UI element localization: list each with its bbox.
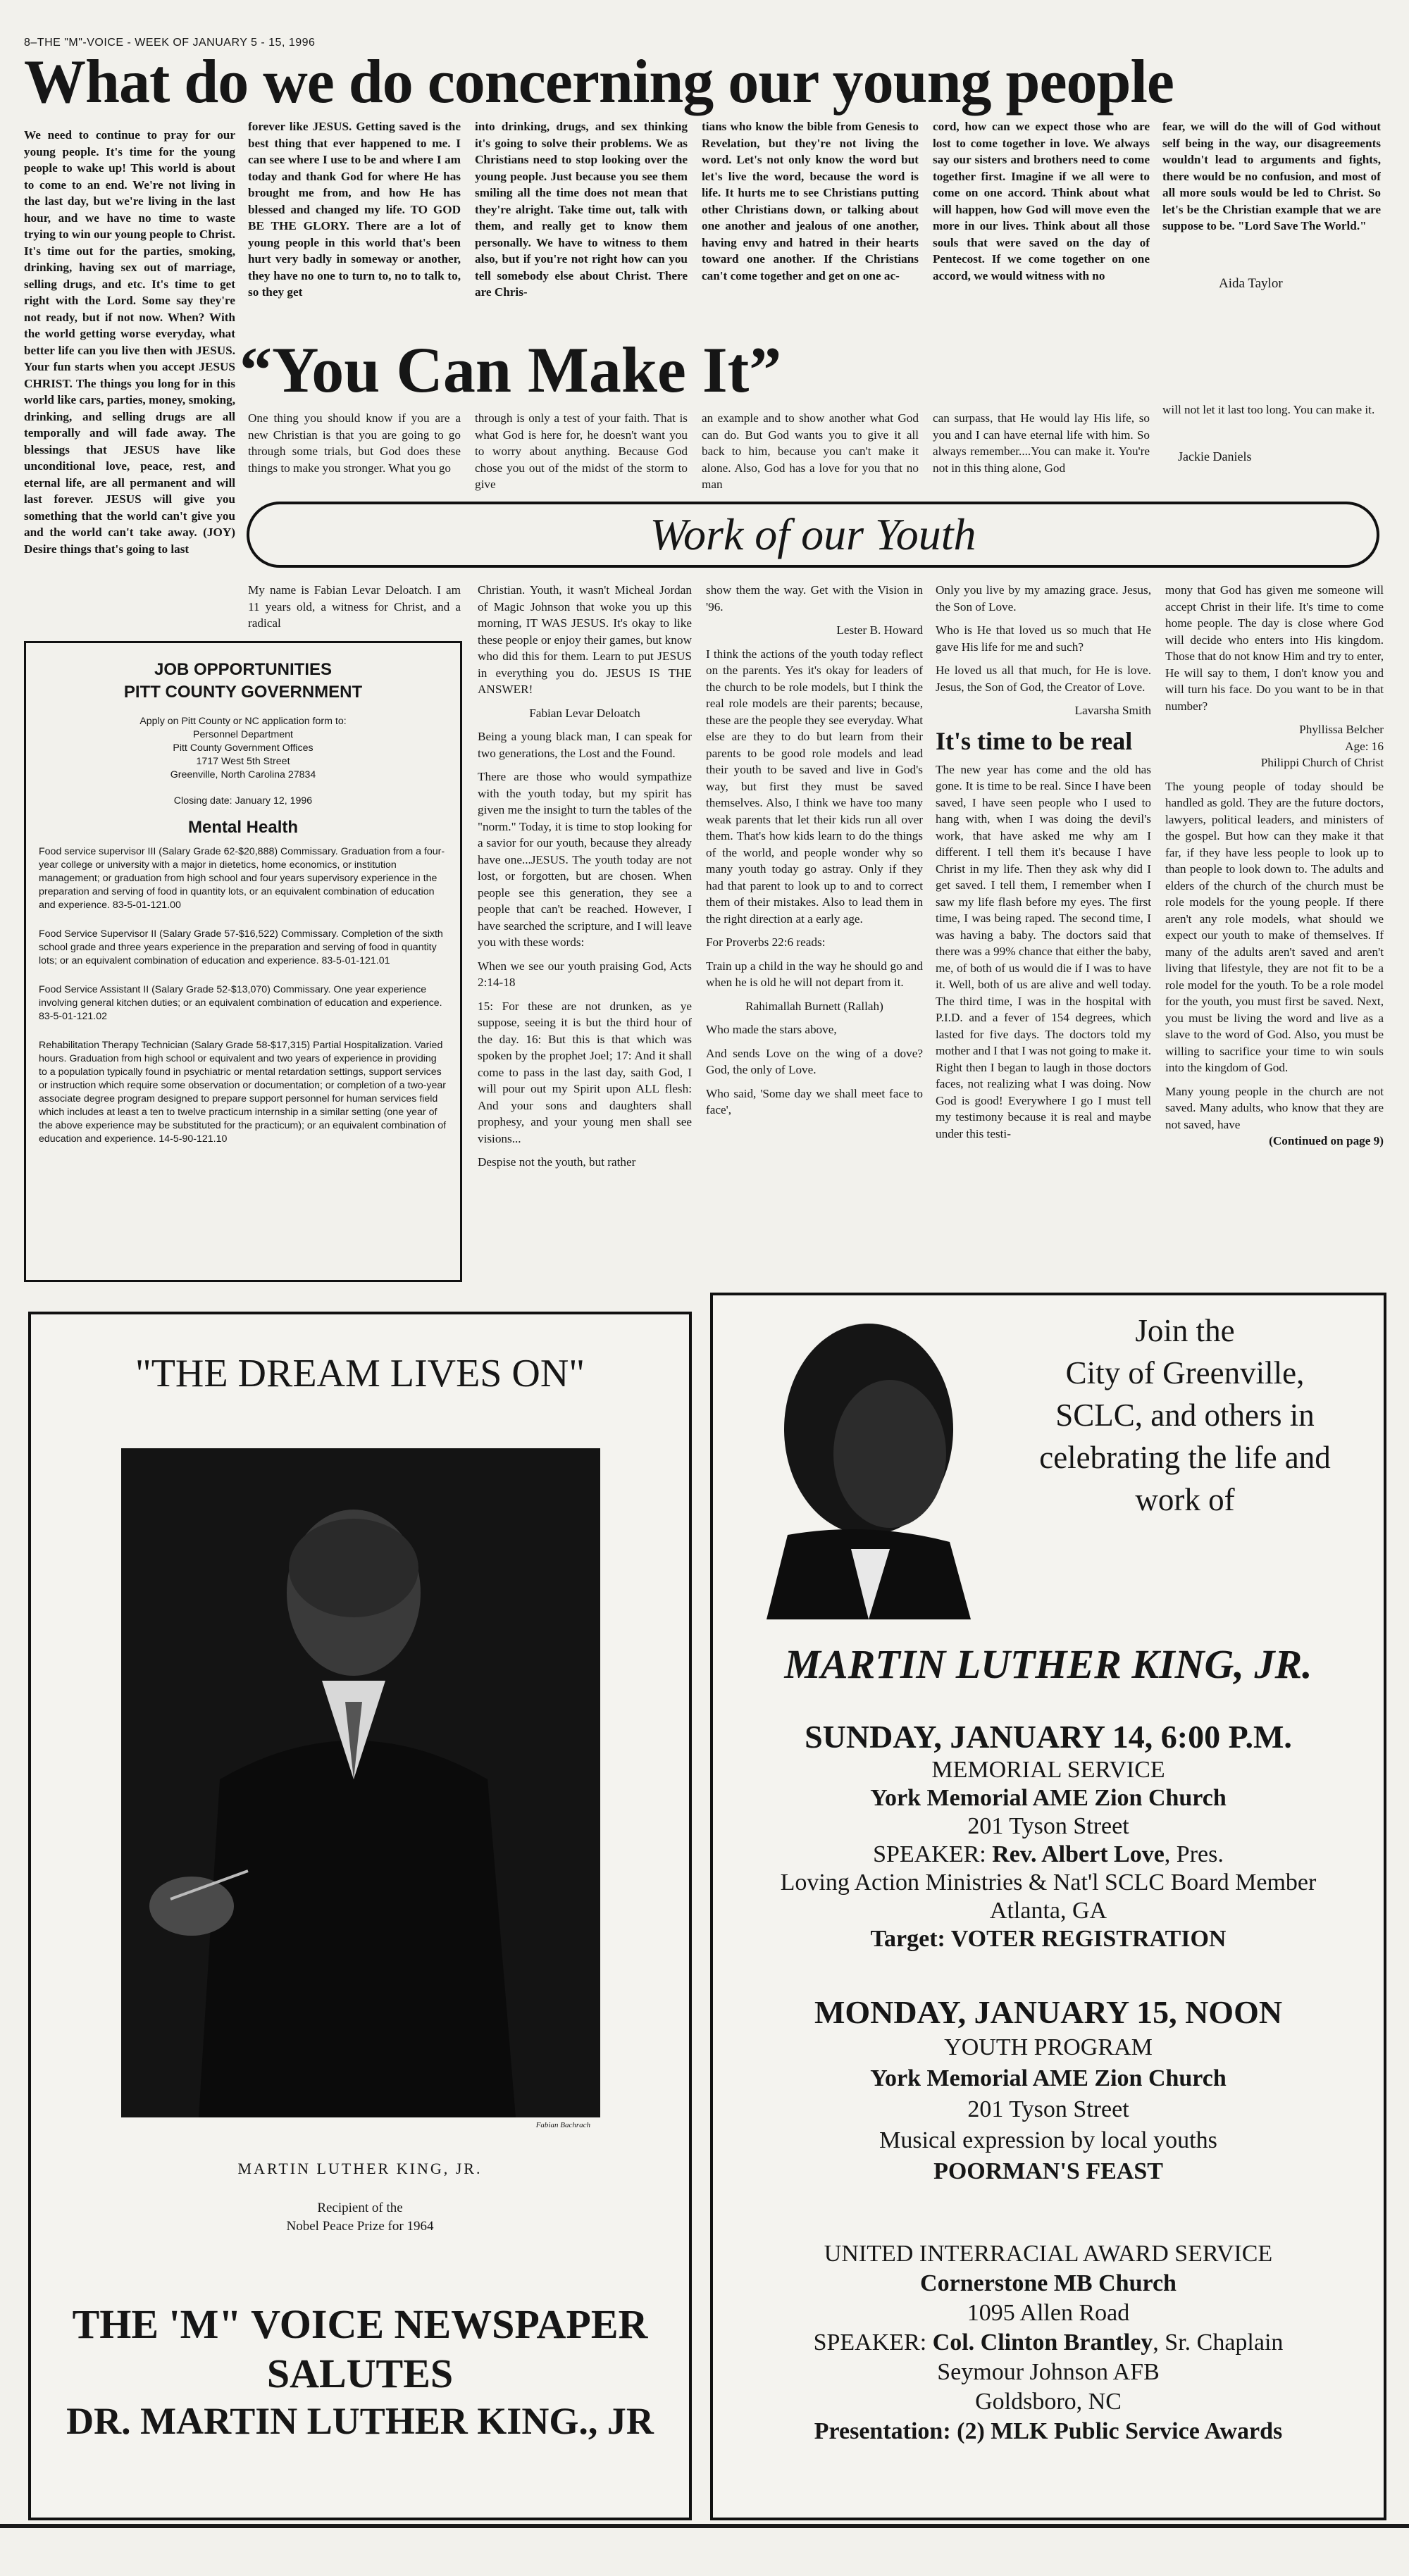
- event2-type: YOUTH PROGRAM: [944, 2034, 1153, 2060]
- job-section-heading: Mental Health: [187, 818, 299, 837]
- event3-presentation: Presentation: (2) MLK Public Service Awards: [814, 2418, 1283, 2444]
- honoree-name: MARTIN LUTHER KING, JR.: [784, 1641, 1312, 1687]
- event1-speaker: [713, 1841, 1384, 1869]
- youth-col-3: [478, 582, 692, 1300]
- job-apply-line: Pitt County Government Offices: [173, 742, 314, 754]
- intro-line: City of Greenville,: [1065, 1355, 1305, 1390]
- article1-col-4: tians who know the bible from Genesis to Revelation, but they're not living the word. Let's not only know the word but let's live the word, because the word is life. It hurts me to see Christians putting other Christians down, or talking about one another and jealous of one another, having envy and hatred in their hearts toward one another. If the Christians can't come together and get on one ac-: [702, 120, 919, 282]
- event1-target: Target: VOTER REGISTRATION: [870, 1926, 1227, 1952]
- youth-signature: Rahimallah Burnett (Rallah): [745, 999, 883, 1013]
- youth-col3-para: When we see our youth praising God, Acts 2:14-18: [478, 959, 692, 989]
- event2-address: 201 Tyson Street: [967, 2096, 1129, 2122]
- article-headline: What do we do concerning our young people: [24, 48, 1174, 116]
- youth-col3-para: Despise not the youth, but rather: [478, 1155, 636, 1169]
- article2-col-2: through is only a test of your faith. That is what God is here for, he doesn't want you to worry about anything. Because God chose you out of the midst of the storm to give: [475, 411, 688, 491]
- speaker-name: Col. Clinton Brantley: [932, 2329, 1153, 2356]
- youth-col4-para: show them the way. Get with the Vision in '96.: [706, 583, 923, 614]
- mlk-portrait-photo: [121, 1448, 600, 2117]
- job-apply-line: Personnel Department: [193, 729, 293, 740]
- speaker-title: , Pres.: [1164, 1841, 1224, 1867]
- event1-address: 201 Tyson Street: [967, 1813, 1129, 1839]
- youth-signature: Phyllissa Belcher: [1299, 723, 1384, 736]
- youth-signature: Lester B. Howard: [836, 623, 923, 637]
- speaker-name: Rev. Albert Love: [992, 1841, 1165, 1867]
- article1-col-3: into drinking, drugs, and sex thinking it's going to solve their problems. We as Christians need to stop looking over the young people. Just because you see them smiling all the time does not mean that they're alright. Take time out, talk with them, and really get to know them personally. We have to witness to them also, but if you're not right how can you tell somebody else about Christ. There are Chris-: [475, 120, 688, 299]
- event1-org: Loving Action Ministries & Nat'l SCLC Board Member: [780, 1869, 1317, 1896]
- youth-col4-para: For Proverbs 22:6 reads:: [706, 935, 826, 949]
- job-listing: Rehabilitation Therapy Technician (Salary Grade 58-$17,315) Partial Hospitalization. Varied hours. Graduation from high school or equivalent and two years of experience in providing to a population typically found in psychiatric or mental retardation settings, support services or instruction which require some observation or documentation; or completion of a two-year associate degree program designed to prepare support personnel for human services field which includes at least a ten to twelve practicum internship in a similar setting (one year of the above experience may be substituted for the practicum); or an equivalent combination of education and experience. 14-5-90-121.10: [39, 1040, 447, 1145]
- section-heading: It's time to be real: [936, 726, 1133, 755]
- salute-line: THE 'M" VOICE NEWSPAPER: [72, 2301, 648, 2347]
- youth-col4-para: Who made the stars above,: [706, 1023, 837, 1036]
- youth-col3-para: Being a young black man, I can speak for two generations, the Lost and the Found.: [478, 730, 692, 760]
- event1-date: SUNDAY, JANUARY 14, 6:00 P.M.: [805, 1719, 1292, 1755]
- youth-col-2: My name is Fabian Levar Deloatch. I am 11 years old, a witness for Christ, and a radical: [248, 583, 461, 630]
- youth-col5-para: He loved us all that much, for He is love. Jesus, the Son of God, the Creator of Love.: [936, 664, 1151, 694]
- article2-signature: Jackie Daniels: [1178, 449, 1252, 463]
- mlk-profile-icon: [738, 1309, 992, 1619]
- event2-feast: POORMAN'S FEAST: [933, 2158, 1163, 2184]
- event1-city: Atlanta, GA: [989, 1898, 1107, 1924]
- article2-headline: “You Can Make It”: [240, 334, 782, 406]
- work-of-our-youth-banner: Work of our Youth: [247, 502, 1379, 568]
- youth-col3-para: There are those who would sympathize with the youth today, but my spirit has given me the insight to turn the tables of the "norm." Today, it is time to stop looking for a savior for our youth, because they already have one...JESUS. The youth today are not lost, or forgotten, but are chosen. When people see this generation, they see a people that can't be reached. However, I have searched the scripture, and I will leave you with these words:: [478, 770, 692, 949]
- youth-col4-para: Train up a child in the way he should go and when he is old he will not depart from it.: [706, 959, 923, 989]
- article2-col-4: can surpass, that He would lay His life, so you and I can have eternal life with him. So always remember....You can make it. You're not in this thing alone, God: [933, 411, 1150, 475]
- youth-col-5: [936, 582, 1151, 1300]
- article1-col-1: We need to continue to pray for our young people. It's time for the young people to wake up! This world is about to come to an end. We're not living in the last day, but we're living in the last hour, and we have no time to waste trying to win our young people to Christ. It's time out for the parties, smoking, drinking, having sex out of marriage, selling drugs, and etc. It's time to get right with the Lord. Some say they're not ready, but if not now. When? With the world getting worse everyday, what better life can you live then with JESUS. Your fun starts when you accept JESUS CHRIST. The things you long for in this world like cars, parties, money, smoking, drinking, and selling drugs are all temporally and will fade away. The blessings that JESUS have like unconditional love, peace, rest, and eternal life, are all permanent and will last forever. JESUS will give you something that the world can't give you and the world can't take away. (JOY) Desire things that's going to last: [24, 128, 235, 556]
- job-apply-line: Apply on Pitt County or NC application form to:: [139, 716, 347, 727]
- intro-line: celebrating the life and: [1039, 1440, 1331, 1475]
- youth-col-4: [706, 582, 923, 1300]
- youth-col4-para: Who said, 'Some day we shall meet face to face',: [706, 1086, 923, 1116]
- intro-line: Join the: [1135, 1313, 1235, 1348]
- youth-col5-para: Who is He that loved us so much that He gave His life for me and such?: [936, 623, 1151, 654]
- dream-subcaption: Recipient of the: [317, 2201, 403, 2215]
- youth-signature: Fabian Levar Deloatch: [529, 706, 640, 720]
- youth-col5-para: The new year has come and the old has gone. It is time to be real. Since I have been saved, I have seen people who I used to hang with, when I was doing the devil's work, that have asked me why am I different. I tell them it's because I have Christ in my life. Then they ask why did I get saved. I tell them, I remember when I saw my life flash before my eyes. The first time, I was being raped. The second time, I was having a baby. The doctors said that there was a 99% chance that either the baby, me, of both of us would die if I was to have it. Well, both of us are alive and well today. The third time, I was in the hospital with P.I.D. and a fever of 154 degrees, which lasted for five days. The doctors told my mother and I that I was not going to make it. Right then I began to laugh in those doctors faces, not realizing what I was doing. Now God is good! Everywhere I go I must tell my testimony because it is real and maybe under this testi-: [936, 762, 1151, 1140]
- dream-headline: "THE DREAM LIVES ON": [135, 1352, 585, 1395]
- job-listing: Food Service Assistant II (Salary Grade 52-$13,070) Commissary. One year experience involving general kitchen duties; or an equivalent combination of education and experience. 83-5-01-121.02: [39, 984, 442, 1022]
- speaker-label: SPEAKER:: [873, 1841, 993, 1867]
- youth-col4-para: I think the actions of the youth today reflect on the parents. Yes it's okay for leaders of the church to be role models, but I think the real role models are their parents; because, these are the people they see everyday. What else are they to do but learn from their parents to be good role models and lead their youth to be saved and live in God's way, but first they must be saved themselves. Also, I think we have too many weak parents that let their kids run all over them. That's how kids learn to do the things of the world, and people wonder why so many youth today go astray. Only if they had that parent to look up to and to correct them of their mistakes. Also to lead them in the right direction at a early age.: [706, 647, 923, 926]
- event3-address: 1095 Allen Road: [967, 2300, 1130, 2326]
- mlk-celebration-ad: [710, 1293, 1386, 2520]
- youth-col5-para: Only you live by my amazing grace. Jesus, the Son of Love.: [936, 583, 1151, 614]
- youth-col6-para: The young people of today should be handled as gold. They are the future doctors, lawyers, political leaders, and ministers of the gospel. But how can they make it that far, if they have less people to look up to than people to look down to. The adults and elders of the church of the church must be role models for the young people. If there aren't any role models, what should we expect our youth to make of themselves. If many of the adults aren't saved and aren't living that lifestyle, they are not fit to be a role model for the youth. To be a role model for the youth, you must first be saved. Next, you must be living the word and live as a slave to the word of God. Also, you must be willing to sacrifice your time to win souls into the kingdom of God.: [1165, 779, 1384, 1074]
- intro-line: SCLC, and others in: [1055, 1398, 1315, 1433]
- youth-church: Philippi Church of Christ: [1260, 756, 1384, 769]
- dream-caption: MARTIN LUTHER KING, JR.: [237, 2160, 483, 2177]
- photo-credit: Fabian Bachrach: [535, 2121, 590, 2129]
- issue-line: 8–THE "M"-VOICE - WEEK OF JANUARY 5 - 15, 1996: [24, 37, 316, 49]
- event1-venue: York Memorial AME Zion Church: [870, 1785, 1227, 1811]
- job-apply-line: 1717 West 5th Street: [196, 756, 290, 767]
- mlk-portrait-icon: [121, 1448, 600, 2117]
- article2-col-5: will not let it last too long. You can make it.: [1162, 403, 1375, 416]
- youth-col6-para: mony that God has given me someone will accept Christ in their life. It's time to come home people. The day is close where God will decide who enters into His kingdom. Those that do not know Him and try to enter, He will say to them, I don't know you and will turn his face. Do you want to be in that number?: [1165, 583, 1384, 713]
- job-opportunities-box: [24, 641, 462, 1282]
- continued-note: (Continued on page 9): [1269, 1134, 1384, 1147]
- event1-type: MEMORIAL SERVICE: [931, 1757, 1165, 1783]
- youth-col6-para: Many young people in the church are not saved. Many adults, who know that they are not saved, have: [1165, 1084, 1384, 1131]
- speaker-title: , Sr. Chaplain: [1153, 2329, 1284, 2356]
- event3-title: UNITED INTERRACIAL AWARD SERVICE: [824, 2241, 1273, 2267]
- event3-city: Goldsboro, NC: [975, 2389, 1122, 2415]
- event2-date: MONDAY, JANUARY 15, NOON: [814, 1994, 1283, 2030]
- event2-venue: York Memorial AME Zion Church: [870, 2065, 1227, 2091]
- mlk-profile-photo: [738, 1309, 992, 1619]
- youth-age: Age: 16: [1345, 739, 1384, 753]
- speaker-label: SPEAKER:: [813, 2329, 933, 2356]
- salute-line: SALUTES: [266, 2351, 454, 2396]
- youth-signature: Lavarsha Smith: [1074, 704, 1151, 717]
- event3-speaker: [713, 2328, 1384, 2358]
- job-listing: Food service supervisor III (Salary Grade 62-$20,888) Commissary. Graduation from a four-year college or university with a major in dietetics, home economics, or institution management; or graduation from high school and four years supervisory experience in the preparation and serving of food in quantity lots, or an equivalent combination of education and experience. 83-5-01-121.00: [39, 846, 445, 911]
- article1-signature: Aida Taylor: [1219, 276, 1283, 291]
- youth-col3-para: Christian. Youth, it wasn't Micheal Jordan of Magic Johnson that woke you up this morning, IT WAS JESUS. It's okay to like these people or enjoy their games, but know who did this for them. Learn to put JESUS in everything you do. JESUS IS THE ANSWER!: [478, 583, 692, 696]
- article2-col-1: One thing you should know if you are a new Christian is that you are going to go through some trials, but God does these things to make you stronger. What you go: [248, 411, 461, 475]
- event3-base: Seymour Johnson AFB: [937, 2359, 1160, 2385]
- event3-venue: Cornerstone MB Church: [920, 2270, 1177, 2296]
- job-apply-line: Greenville, North Carolina 27834: [170, 769, 316, 780]
- job-listing: Food Service Supervisor II (Salary Grade 57-$16,522) Commissary. Completion of the sixth school grade and three years experience in the preparation and serving of food in quantity lots; or an equivalent combination of education and experience. 83-5-01-121.01: [39, 928, 443, 966]
- article1-col-2: forever like JESUS. Getting saved is the best thing that ever happened to me. I can see where I use to be and where I am today and thank God for where He has brought me from, and how He has blessed and changed my life. TO GOD BE THE GLORY. There are a lot of young people in this world that's been hurt very badly in someway or another, they have no one to turn to, no to talk to, so they get: [248, 120, 461, 299]
- youth-col-6: [1165, 582, 1384, 1286]
- job-box-title: JOB OPPORTUNITIES: [154, 660, 333, 679]
- dream-subcaption: Nobel Peace Prize for 1964: [286, 2219, 434, 2234]
- article1-col-5: cord, how can we expect those who are lost to come together in love. We always say our sisters and brothers need to come together first. Imagine if we all were to come on one accord. Think about what will happen, how God will move even the more in our lives. Think about all those souls that were saved on the day of Pentecost. If we come together on one accord, we would witness with no: [933, 120, 1150, 282]
- youth-col3-para: 15: For these are not drunken, as ye suppose, seeing it is but the third hour of the day. 16: But this is that which was spoken by the prophet Joel; 17: And it shall come to pass in the last day, saith God, I will pour out my Spirit upon ALL flesh: And your sons and daughters shall prophesy, and your young men shall see visions...: [478, 999, 692, 1145]
- salute-line: DR. MARTIN LUTHER KING., JR: [66, 2400, 654, 2442]
- page-bottom-rule: [0, 2524, 1409, 2528]
- job-closing-date: Closing date: January 12, 1996: [173, 795, 313, 807]
- youth-col4-para: And sends Love on the wing of a dove? God, the only of Love.: [706, 1046, 923, 1076]
- event2-music: Musical expression by local youths: [879, 2127, 1217, 2153]
- job-box-subtitle: PITT COUNTY GOVERNMENT: [123, 683, 363, 702]
- article2-col-3: an example and to show another what God can do. But God wants you to give it all back to him, because you can't make it alone. Also, God has a love for you that no man: [702, 411, 919, 491]
- dream-lives-on-ad: [28, 1312, 692, 2520]
- intro-line: work of: [1135, 1482, 1235, 1517]
- article1-col-6: fear, we will do the will of God without self being in the way, our disagreements wouldn't lead to arguments and fights, there would be no confusion, and most of all more souls would be led to Christ. So let's be the Christian example that we are suppose to be. "Lord Save The World.": [1162, 120, 1381, 232]
